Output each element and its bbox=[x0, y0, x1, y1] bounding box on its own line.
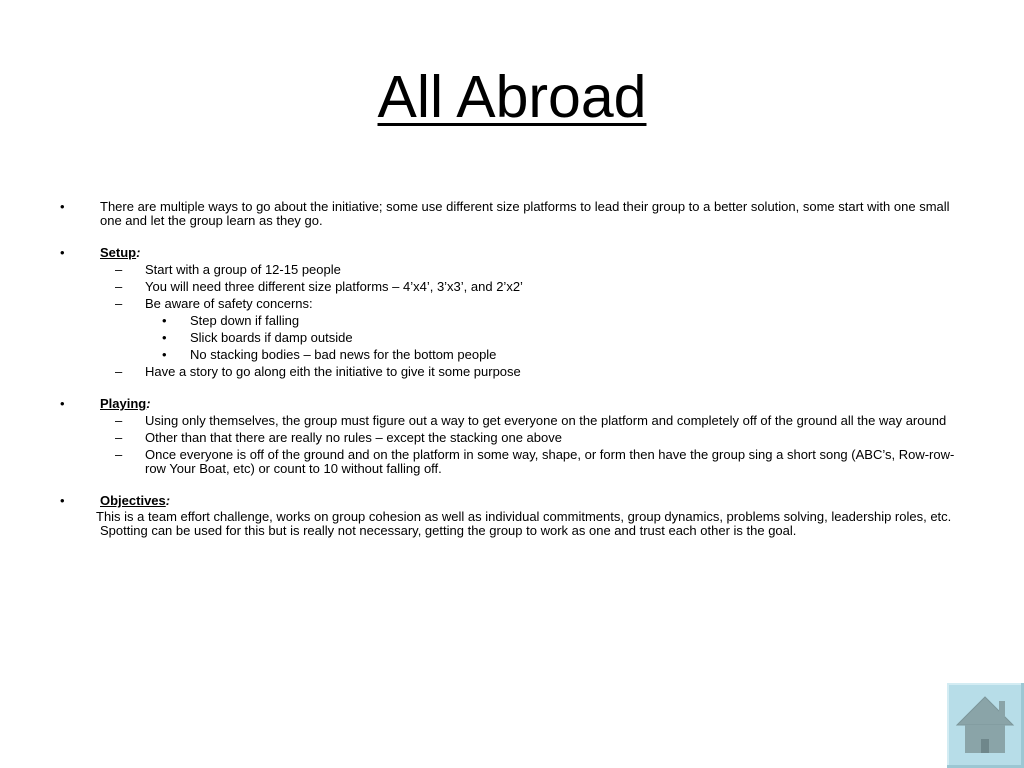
home-button[interactable] bbox=[947, 683, 1024, 768]
heading-colon: : bbox=[146, 396, 151, 411]
setup-item-text: Have a story to go along eith the initiative to give it some purpose bbox=[145, 364, 521, 379]
setup-item bbox=[0, 263, 1024, 277]
playing-item bbox=[0, 448, 1024, 476]
intro-item bbox=[0, 200, 1024, 228]
safety-item bbox=[0, 348, 1024, 362]
setup-item bbox=[0, 297, 1024, 311]
setup-heading-item bbox=[0, 246, 1024, 260]
dash-marker: – bbox=[115, 296, 123, 311]
dash-marker: – bbox=[115, 262, 123, 277]
playing-item bbox=[0, 414, 1024, 428]
playing-item-text: Once everyone is off of the ground and on the platform in some way, shape, or form then have the group sing a short song (ABC’s, Row-row-row Your Boat, etc) or count to 10 without falling off. bbox=[145, 447, 955, 476]
safety-item-text: Step down if falling bbox=[190, 313, 300, 328]
playing-heading-item bbox=[0, 397, 1024, 411]
playing-heading: Playing bbox=[100, 396, 147, 411]
dash-marker: – bbox=[115, 279, 123, 294]
heading-colon: : bbox=[136, 245, 141, 260]
bullet-marker: • bbox=[162, 330, 167, 345]
setup-item-text: Start with a group of 12-15 people bbox=[145, 262, 341, 277]
dash-marker: – bbox=[115, 430, 123, 445]
slide-title: All Abroad bbox=[377, 64, 647, 130]
objectives-heading-item bbox=[0, 494, 1024, 508]
safety-item-text: No stacking bodies – bad news for the bottom people bbox=[190, 347, 497, 362]
bullet-marker: • bbox=[162, 313, 167, 328]
dash-marker: – bbox=[115, 447, 123, 462]
playing-item-text: Using only themselves, the group must figure out a way to get everyone on the platform and completely off of the ground all the way around bbox=[145, 413, 947, 428]
setup-item bbox=[0, 280, 1024, 294]
objectives-text: This is a team effort challenge, works on group cohesion as well as individual commitments, group dynamics, problems solving, leadership roles, etc. Spotting can be used for this but is really not necessary, getting the group to work as one and trust each other is the goal. bbox=[96, 509, 952, 538]
objectives-heading: Objectives bbox=[100, 493, 166, 508]
bullet-marker: • bbox=[60, 199, 65, 214]
setup-item-text: Be aware of safety concerns: bbox=[145, 296, 313, 311]
playing-item-text: Other than that there are really no rules – except the stacking one above bbox=[145, 430, 562, 445]
setup-heading: Setup bbox=[100, 245, 137, 260]
setup-item bbox=[0, 365, 1024, 379]
setup-item-text: You will need three different size platforms – 4’x4’, 3’x3’, and 2’x2’ bbox=[145, 279, 523, 294]
bullet-marker: • bbox=[60, 245, 65, 260]
bullet-marker: • bbox=[162, 347, 167, 362]
bullet-marker: • bbox=[60, 396, 65, 411]
dash-marker: – bbox=[115, 413, 123, 428]
home-icon bbox=[955, 695, 1015, 755]
intro-text: There are multiple ways to go about the initiative; some use different size platforms to lead their group to a better solution, some start with one small one and let the group learn as they go. bbox=[100, 199, 950, 228]
dash-marker: – bbox=[115, 364, 123, 379]
heading-colon: : bbox=[165, 493, 171, 508]
bullet-marker: • bbox=[60, 493, 65, 508]
slide-content bbox=[0, 200, 1024, 538]
safety-item bbox=[0, 314, 1024, 328]
safety-item bbox=[0, 331, 1024, 345]
safety-item-text: Slick boards if damp outside bbox=[190, 330, 353, 345]
playing-item bbox=[0, 431, 1024, 445]
